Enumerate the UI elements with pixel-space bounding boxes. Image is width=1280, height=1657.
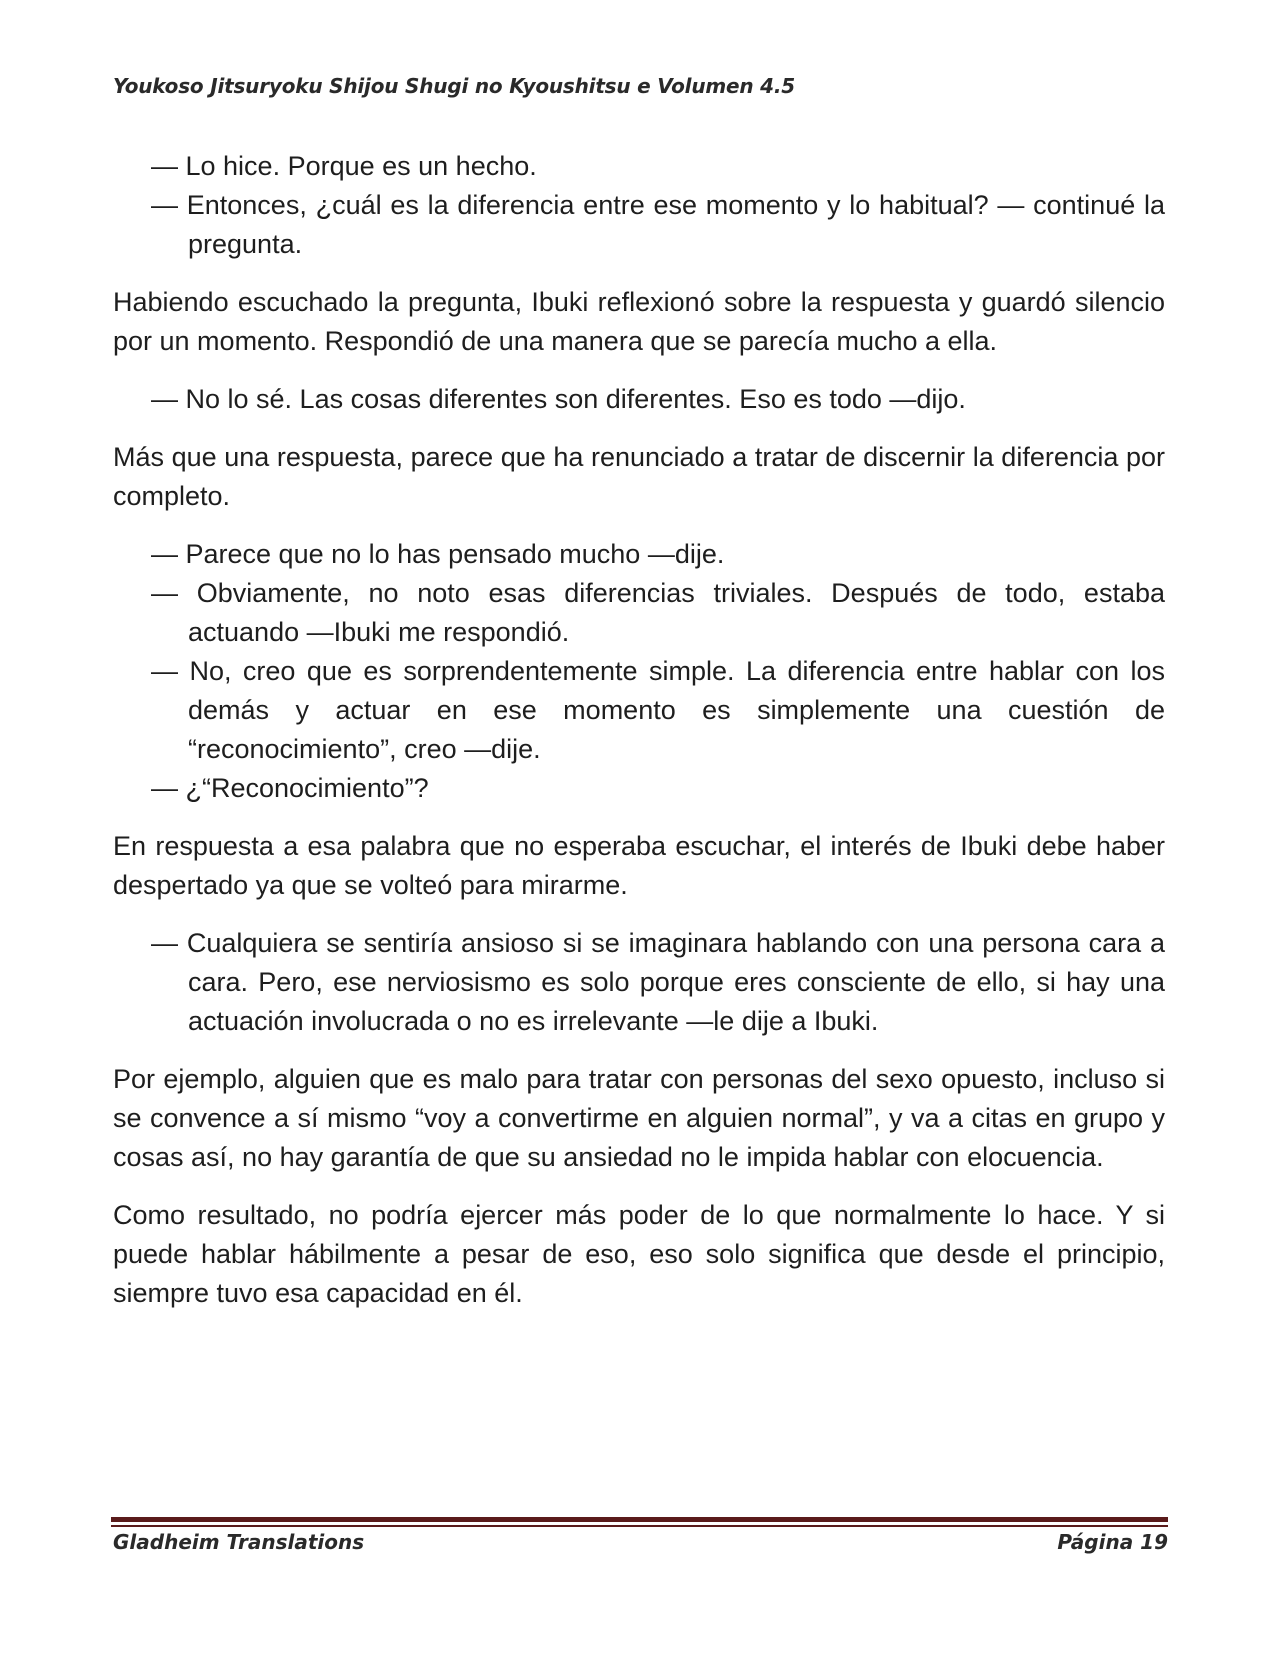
- paragraph: Habiendo escuchado la pregunta, Ibuki reflexionó sobre la respuesta y guardó silencio por un momento. Respondió de una manera que se parecía mucho a ella.: [113, 287, 1165, 356]
- footer-credit: Gladheim Translations: [113, 1530, 365, 1554]
- footer-divider-thin: [111, 1525, 1168, 1527]
- paragraph: Como resultado, no podría ejercer más poder de lo que normalmente lo hace. Y si puede hablar hábilmente a pesar de eso, eso solo significa que desde el principio, siempre tuvo esa capacidad en él.: [113, 1200, 1165, 1308]
- dialogue-line: — No, creo que es sorprendentemente simple. La diferencia entre hablar con los demás y actuar en ese momento es simplemente una cuestión de “reconocimiento”, creo —dije.: [151, 656, 1165, 764]
- paragraph: En respuesta a esa palabra que no esperaba escuchar, el interés de Ibuki debe haber despertado ya que se volteó para mirarme.: [113, 831, 1165, 900]
- dialogue-line: — Parece que no lo has pensado mucho —dije.: [151, 539, 725, 569]
- dialogue-line: — No lo sé. Las cosas diferentes son diferentes. Eso es todo —dijo.: [151, 384, 966, 414]
- body-text: [113, 147, 1165, 1332]
- dialogue-line: — Lo hice. Porque es un hecho.: [151, 151, 537, 181]
- paragraph: Más que una respuesta, parece que ha renunciado a tratar de discernir la diferencia por completo.: [113, 442, 1165, 511]
- dialogue-line: — Cualquiera se sentiría ansioso si se imaginara hablando con una persona cara a cara. Pero, ese nerviosismo es solo porque eres consciente de ello, si hay una actuación involucrada o no es irrelevante —le dije a Ibuki.: [151, 928, 1165, 1036]
- dialogue-line: — ¿“Reconocimiento”?: [151, 773, 429, 803]
- running-header: Youkoso Jitsuryoku Shijou Shugi no Kyoushitsu e Volumen 4.5: [113, 74, 795, 98]
- page-number: Página 19: [1057, 1530, 1168, 1554]
- dialogue-line: — Entonces, ¿cuál es la diferencia entre ese momento y lo habitual? — continué la pregunta.: [151, 190, 1165, 259]
- dialogue-line: — Obviamente, no noto esas diferencias triviales. Después de todo, estaba actuando —Ibuki me respondió.: [151, 578, 1165, 647]
- footer-divider: [111, 1517, 1168, 1522]
- paragraph: Por ejemplo, alguien que es malo para tratar con personas del sexo opuesto, incluso si se convence a sí mismo “voy a convertirme en alguien normal”, y va a citas en grupo y cosas así, no hay garantía de que su ansiedad no le impida hablar con elocuencia.: [113, 1064, 1165, 1172]
